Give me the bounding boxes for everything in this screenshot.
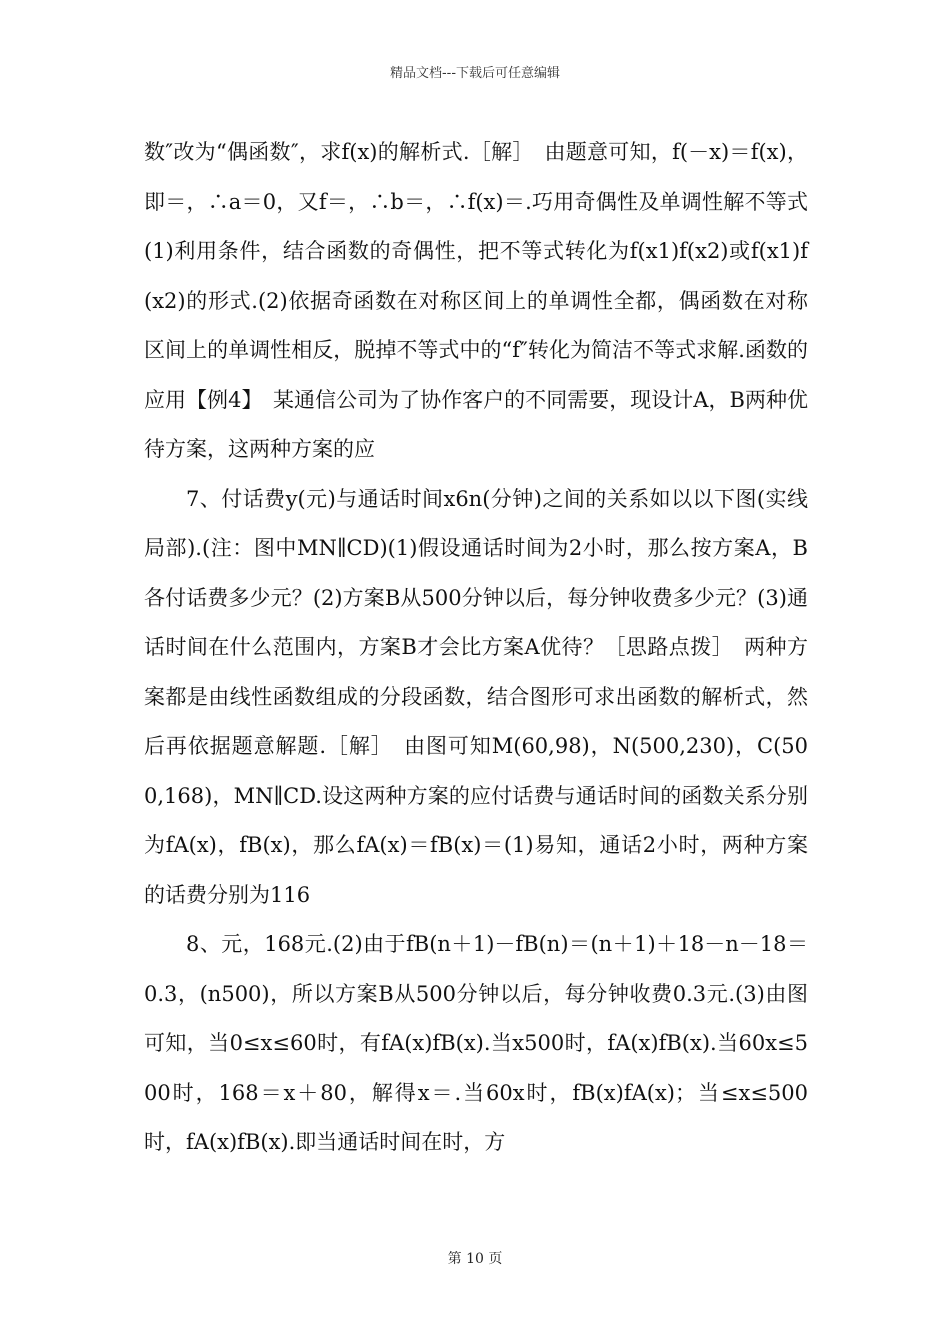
- paragraph-2: 7、付话费y(元)与通话时间x6n(分钟)之间的关系如以以下图(实线局部).(注：图中MN∥CD)(1)假设通话时间为2小时，那么按方案A，B各付话费多少元？(2)方案B从500分钟以后，每分钟收费多少元？(3)通话时间在什么范围内，方案B才会比方案A优待？［思路点拨］ 两种方案都是由线性函数组成的分段函数，结合图形可求出函数的解析式，然后再依据题意解题.［解］ 由图可知M(60,98)，N(500,230)，C(500,168)，MN∥CD.设这两种方案的应付话费与通话时间的函数关系分别为fA(x)，fB(x)，那么fA(x)＝fB(x)＝(1)易知，通话2小时，两种方案的话费分别为116: [144, 486, 808, 907]
- page-number: 第 10 页: [447, 1251, 503, 1267]
- paragraph-1: 数″改为“偶函数″，求f(x)的解析式.［解］ 由题意可知，f(－x)＝f(x)，即＝，∴a＝0，又f＝，∴b＝，∴f(x)＝.巧用奇偶性及单调性解不等式(1)利用条件，结合函数的奇偶性，把不等式转化为f(x1)f(x2)或f(x1)f(x2)的形式.(2)依据奇函数在对称区间上的单调性全都，偶函数在对称区间上的单调性相反，脱掉不等式中的“f″转化为简洁不等式求解.函数的应用【例4】 某通信公司为了协作客户的不同需要，现设计A，B两种优待方案，这两种方案的应: [144, 140, 808, 461]
- page-header: 精品文档---下载后可任意编辑: [389, 66, 561, 81]
- paragraph-3: 8、元，168元.(2)由于fB(n＋1)－fB(n)＝(n＋1)＋18－n－18＝0.3，(n500)，所以方案B从500分钟以后，每分钟收费0.3元.(3)由图可知，当0≤x≤60时，有fA(x)fB(x).当x500时，fA(x)fB(x).当60x≤500时，168＝x＋80，解得x＝.当60x时，fB(x)fA(x)；当≤x≤500时，fA(x)fB(x).即当通话时间在时，方: [144, 932, 808, 1154]
- document-body: [144, 128, 808, 1168]
